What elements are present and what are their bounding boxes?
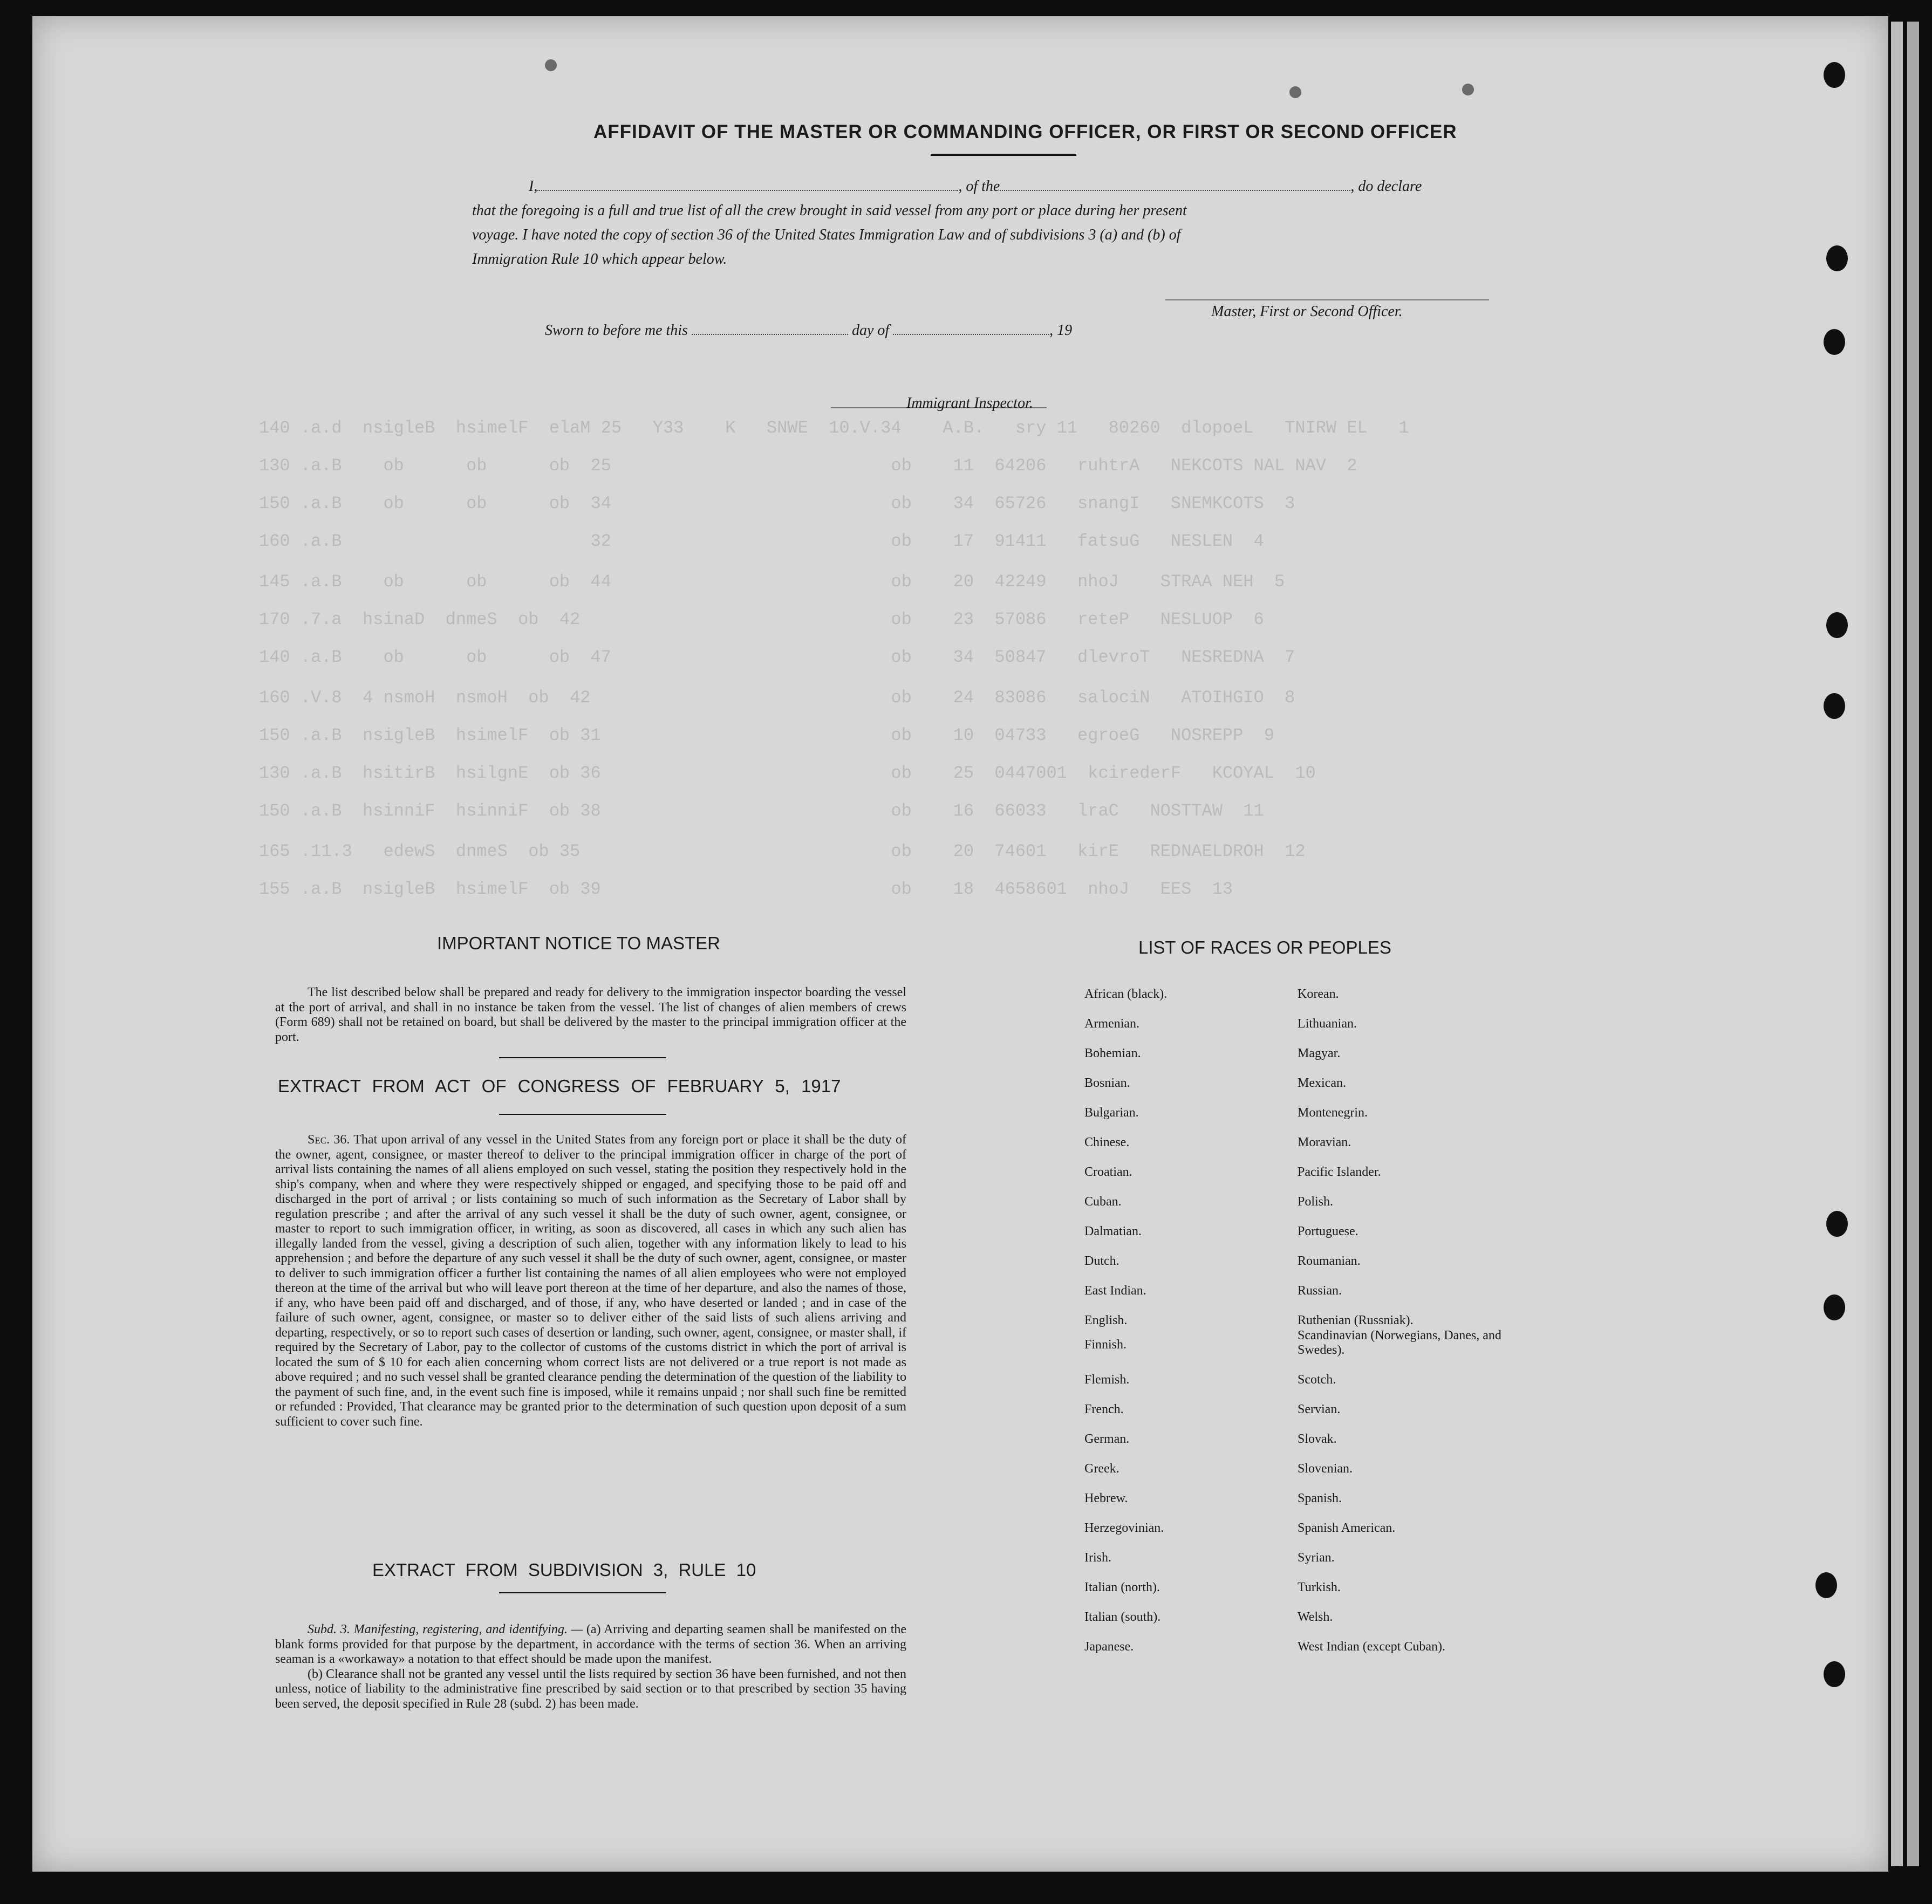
race-item: Spanish American.	[1298, 1521, 1396, 1535]
race-item: African (black).	[1084, 987, 1168, 1001]
race-item: Spanish.	[1298, 1491, 1342, 1505]
document-page	[32, 16, 1888, 1872]
title-rule	[931, 154, 1076, 156]
subdivision-label: Subd. 3. Manifesting, registering, and identifying. —	[308, 1622, 583, 1636]
race-item: Hebrew.	[1084, 1491, 1128, 1505]
ghost-line: 150 .a.B ob ob ob 34 ob 34 65726 snangI SNEMKCOTS 3	[259, 494, 1295, 513]
ghost-line: 130 .a.B ob ob ob 25 ob 11 64206 ruhtrA NEKCOTS NAL NAV 2	[259, 456, 1357, 476]
race-item: Italian (south).	[1084, 1610, 1161, 1624]
race-item: Greek.	[1084, 1462, 1119, 1476]
section-36-label: Sec. 36.	[308, 1133, 350, 1147]
rule-heading: EXTRACT FROM SUBDIVISION 3, RULE 10	[372, 1560, 756, 1580]
notice-heading: IMPORTANT NOTICE TO MASTER	[437, 933, 721, 953]
binder-hole	[1462, 84, 1474, 95]
race-item: Montenegrin.	[1298, 1106, 1368, 1120]
ghost-line: 140 .a.B ob ob ob 47 ob 34 50847 dlevroT NESREDNA 7	[259, 647, 1295, 667]
race-item: Croatian.	[1084, 1165, 1132, 1179]
race-item: Chinese.	[1084, 1135, 1130, 1149]
rule-text-a: (a) Arriving and departing seamen shall be manifested on the blank forms provided for that purpose by the department, in accordance with the terms of section 36. When an arriving seaman is a «workaway» a notation to that effect should be made upon the manifest.	[275, 1622, 907, 1666]
page-edge	[1907, 22, 1919, 1866]
race-item: Ruthenian (Russniak).	[1298, 1313, 1414, 1327]
race-item: Polish.	[1298, 1195, 1334, 1209]
affidavit-text-2: voyage. I have noted the copy of section 36 of the United States Immigration Law and of subdivisions 3 (a) and (b) of	[472, 227, 1181, 243]
punch-hole	[1824, 1295, 1845, 1320]
races-column-1	[1084, 987, 1176, 1669]
sworn-text: Sworn to before me this	[545, 322, 688, 339]
race-item: East Indian.	[1084, 1284, 1146, 1298]
punch-hole	[1815, 1572, 1837, 1598]
rule-text	[275, 1622, 906, 1711]
race-item: Cuban.	[1084, 1195, 1122, 1209]
race-item: Armenian.	[1084, 1017, 1139, 1031]
year-text: , 19	[1049, 322, 1073, 339]
race-item: Mexican.	[1298, 1076, 1346, 1090]
section-36-text: That upon arrival of any vessel in the United States from any foreign port or place it shall be the duty of the owner, agent, consignee, or master thereof to deliver to the principal immigration officer in charge of the port of arrival lists containing the names of all aliens employed on such vessel, stating the position they respectively hold in the ship's company, when and where they were respectively shipped or engaged, and specifying those to be paid off and discharged in the port of arrival ; or lists containing so much of such information as the Secretary of Labor shall by regulation prescribe ; and after the arrival of any such vessel it shall be the duty of such owner, agent, consignee, or master to report to such immigration officer, in writing, as soon as discovered, all cases in which any such alien has illegally landed from the vessel, giving a description of such alien, together with any information likely to lead to his apprehension ; and before the departure of any such vessel it shall be the duty of such owner, agent, consignee, or master to deliver to such immigration officer a further list containing the names of all alien employees who were not employed thereon at the time of the arrival but who will leave port thereon at the time of her departure, and also the names of those, if any, who have been paid off and discharged, and of those, if any, who have deserted or landed ; and in case of the failure of such owner, agent, consignee, or master so to deliver either of the said lists of such aliens arriving and departing, respectively, or so to report such cases of desertion or landing, such owner, agent, consignee, or master shall, if required by the Secretary of Labor, pay to the collector of customs of the customs district in which the port of arrival is located the sum of $ 10 for each alien concerning whom correct lists are not delivered or a true report is not made as above required ; and no such vessel shall be granted clearance pending the determination of the question of the liability to the payment of such fine, and, in the event such fine is imposed, while it remains unpaid ; nor shall such fine be remitted or refunded : Provided, That clearance may be granted prior to the determination of such question upon deposit of a sum sufficient to cover such fine.	[275, 1133, 906, 1429]
signature-line-master	[1165, 299, 1489, 300]
punch-hole	[1824, 62, 1845, 88]
affidavit-text-3: Immigration Rule 10 which appear below.	[472, 251, 727, 268]
race-item: Scandinavian (Norwegians, Danes, and Swedes).	[1298, 1328, 1501, 1357]
page-edge	[1891, 22, 1903, 1866]
race-item: Slovak.	[1298, 1432, 1337, 1446]
inspector-signature-label: Immigrant Inspector.	[906, 395, 1033, 412]
punch-hole	[1824, 329, 1845, 355]
punch-hole	[1826, 245, 1848, 271]
act-text	[275, 1133, 906, 1429]
affidavit-do-declare: , do declare	[1350, 178, 1422, 195]
races-heading: LIST OF RACES OR PEOPLES	[1138, 937, 1391, 957]
rule-text-b: (b) Clearance shall not be granted any vessel until the lists required by section 36 have been furnished, and not then unless, notice of liability to the administrative fine prescribed by said section or to that prescribed by section 35 having been served, the deposit specified in Rule 28 (subd. 2) has been made.	[275, 1667, 906, 1711]
races-column-2	[1298, 987, 1524, 1669]
race-item: Dutch.	[1084, 1254, 1119, 1268]
ghost-line: 160 .a.B 32 ob 17 91411 fatsuG NESLEN 4	[259, 531, 1264, 551]
ghost-line: 150 .a.B hsinniF hsinniF ob 38 ob 16 66033 lraC NOSTTAW 11	[259, 801, 1264, 821]
affidavit-i: I,	[529, 178, 538, 195]
affidavit-text-1: that the foregoing is a full and true list of all the crew brought in said vessel from any port or place during her present	[472, 202, 1187, 219]
race-item: Lithuanian.	[1298, 1017, 1357, 1031]
day-of-text: day of	[851, 322, 890, 339]
race-item: Dalmatian.	[1084, 1224, 1142, 1238]
rule-rule	[499, 1592, 666, 1593]
race-item: Bosnian.	[1084, 1076, 1130, 1090]
ghost-line: 140 .a.d nsigleB hsimelF elaM 25 Y33 K SNWE 10.V.34 A.B. sry 11 80260 dlopoeL TNIRW EL 1	[259, 418, 1409, 438]
race-item: Pacific Islander.	[1298, 1165, 1381, 1179]
affidavit-of-the: , of the	[958, 178, 1000, 195]
race-item: Irish.	[1084, 1551, 1111, 1565]
punch-hole	[1826, 1211, 1848, 1237]
race-item: French.	[1084, 1402, 1124, 1416]
punch-hole	[1824, 1661, 1845, 1687]
act-heading: EXTRACT FROM ACT OF CONGRESS OF FEBRUARY 5, 1917	[278, 1076, 841, 1096]
ghost-line: 170 .7.a hsinaD dnmeS ob 42 ob 23 57086 reteP NESLUOP 6	[259, 609, 1264, 629]
race-item: Slovenian.	[1298, 1462, 1353, 1476]
race-item: Roumanian.	[1298, 1254, 1361, 1268]
master-signature-label: Master, First or Second Officer.	[1211, 303, 1403, 320]
race-item: Bulgarian.	[1084, 1106, 1139, 1120]
ghost-line: 165 .11.3 edewS dnmeS ob 35 ob 20 74601 kirE REDNAELDROH 12	[259, 841, 1306, 861]
race-item: Finnish.	[1084, 1338, 1127, 1352]
race-item: English.	[1084, 1313, 1128, 1327]
affidavit-title: AFFIDAVIT OF THE MASTER OR COMMANDING OFFICER, OR FIRST OR SECOND OFFICER	[593, 121, 1457, 142]
notice-paragraph: The list described below shall be prepared and ready for delivery to the immigration inspector boarding the vessel at the port of arrival, and shall in no instance be taken from the vessel. The list of changes of alien members of crews (Form 689) shall not be retained on board, but shall be delivered by the master to the principal immigration officer at the port.	[275, 985, 906, 1044]
race-item: Japanese.	[1084, 1640, 1134, 1654]
race-item: Flemish.	[1084, 1373, 1130, 1387]
race-item: Servian.	[1298, 1402, 1341, 1416]
race-item: Russian.	[1298, 1284, 1342, 1298]
race-item: Italian (north).	[1084, 1580, 1160, 1594]
punch-hole	[1826, 612, 1848, 638]
ghost-line: 150 .a.B nsigleB hsimelF ob 31 ob 10 04733 egroeG NOSREPP 9	[259, 725, 1274, 745]
race-item: Korean.	[1298, 987, 1339, 1001]
act-rule	[499, 1114, 666, 1115]
race-item: Syrian.	[1298, 1551, 1335, 1565]
race-item: Herzegovinian.	[1084, 1521, 1164, 1535]
race-item: West Indian (except Cuban).	[1298, 1640, 1445, 1654]
race-item: Scotch.	[1298, 1373, 1336, 1387]
race-item: Welsh.	[1298, 1610, 1333, 1624]
affidavit-line-1	[529, 178, 1422, 195]
ghost-line: 155 .a.B nsigleB hsimelF ob 39 ob 18 4658601 nhoJ EES 13	[259, 879, 1233, 899]
notice-text	[275, 985, 906, 1045]
race-item: Turkish.	[1298, 1580, 1341, 1594]
race-item: Moravian.	[1298, 1135, 1351, 1149]
race-item: Bohemian.	[1084, 1046, 1141, 1060]
ghost-line: 145 .a.B ob ob ob 44 ob 20 42249 nhoJ STRAA NEH 5	[259, 572, 1285, 592]
ghost-line: 160 .V.8 4 nsmoH nsmoH ob 42 ob 24 83086 salociN ATOIHGIO 8	[259, 688, 1295, 708]
punch-hole	[1824, 693, 1845, 719]
ghost-line: 130 .a.B hsitirB hsilgnE ob 36 ob 25 0447001 kcirederF KCOYAL 10	[259, 763, 1316, 783]
race-item: German.	[1084, 1432, 1130, 1446]
race-item: Magyar.	[1298, 1046, 1341, 1060]
race-item: Portuguese.	[1298, 1224, 1358, 1238]
sworn-line	[545, 322, 1072, 339]
binder-hole	[1289, 86, 1301, 98]
binder-hole	[545, 59, 557, 71]
notice-rule	[499, 1057, 666, 1058]
